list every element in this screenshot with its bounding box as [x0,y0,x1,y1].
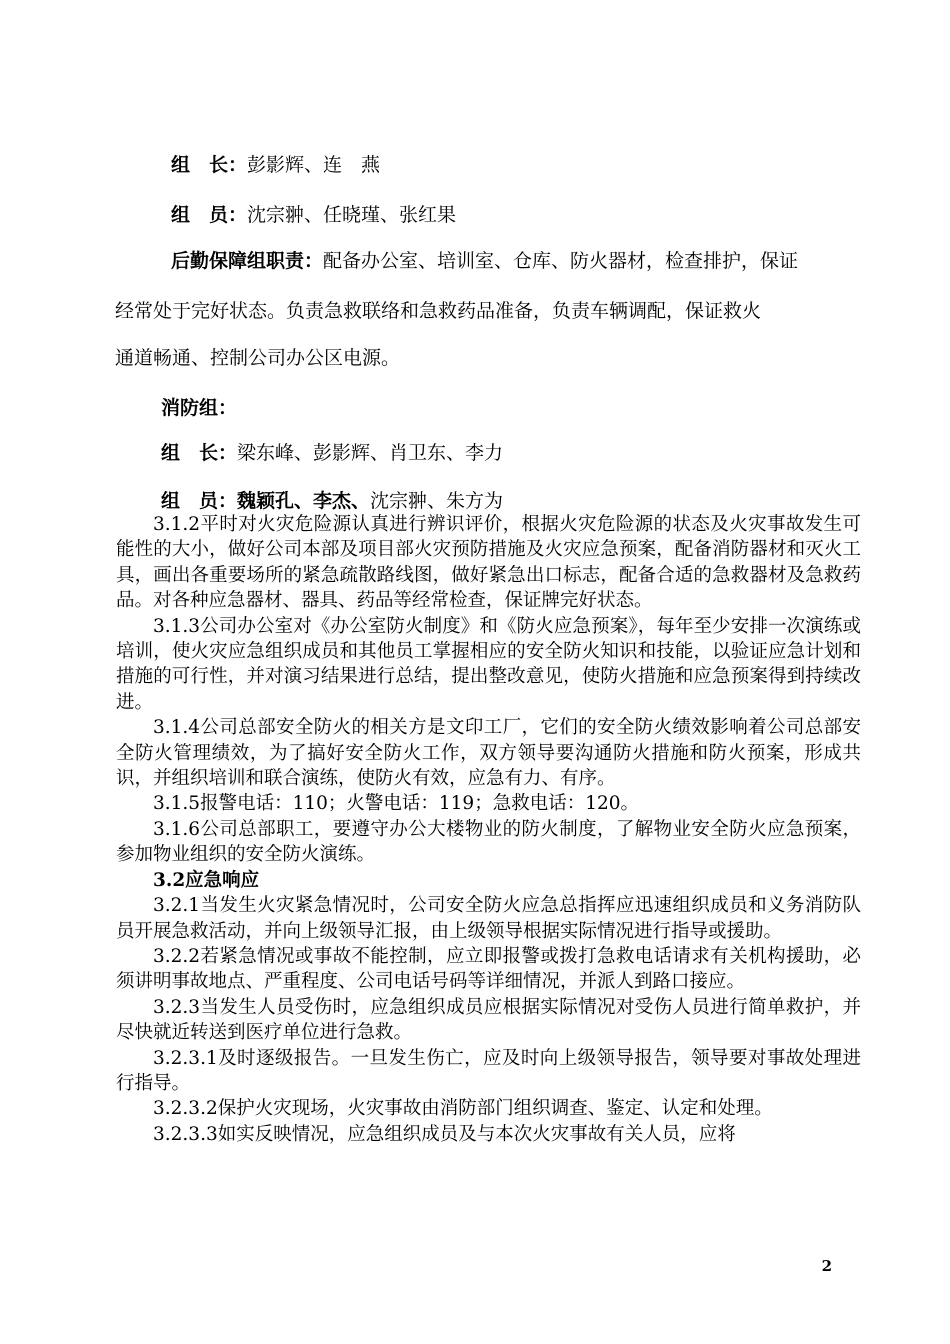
logistics-text-1: 配备办公室、培训室、仓库、防火器材，检查排护，保证 [323,250,799,272]
paragraph-3-1-2: 3.1.2平时对火灾危险源认真进行辨识评价，根据火灾危险源的状态及火灾事故发生可能性的大小，做好公司本部及项目部火灾预防措施及火灾应急预案，配备消防器材和灭火工具，画出各重要场所的紧急疏散路线图，做好紧急出口标志，配备合适的急救器材及急救药品。对各种应急器材、器具、药品等经常检查，保证牌完好状态。 [116,514,861,612]
paragraph-3-2-3: 3.2.3当发生人员受伤时，应急组织成员应根据实际情况对受伤人员进行简单救护，并尽快就近转送到医疗单位进行急救。 [116,996,861,1044]
leader-value: 彭影辉、连 燕 [247,154,381,176]
paragraph-3-2-3-2: 3.2.3.2保护火灾现场，火灾事故由消防部门组织调查、鉴定、认定和处理。 [153,1098,773,1120]
section-heading-3-2: 3.2应急响应 [153,869,260,891]
logistics-member-line [171,200,456,227]
logistics-duty-line-3: 通道畅通、控制公司办公区电源。 [115,347,401,369]
fire-group-title: 消防组： [161,397,238,419]
fire-member-value: 沈宗翀、朱方为 [370,490,504,512]
member-value: 沈宗翀、任晓瑾、张红果 [247,204,457,226]
fire-member-line [161,486,503,513]
page-number: 2 [821,1257,832,1275]
logistics-duty-line-2: 经常处于完好状态。负责急救联络和急救药品准备，负责车辆调配，保证救火 [115,300,762,322]
body-text [116,512,861,1147]
paragraph-3-2-2: 3.2.2若紧急情况或事故不能控制，应立即报警或拨打急救电话请求有关机构援助，必须讲明事故地点、严重程度、公司电话号码等详细情况，并派人到路口接应。 [116,945,861,993]
paragraph-3-1-3: 3.1.3公司办公室对《办公室防火制度》和《防火应急预案》，每年至少安排一次演练或培训，使火灾应急组织成员和其他员工掌握相应的安全防火知识和技能，以验证应急计划和措施的可行性，并对演习结果进行总结，提出整改意见，使防火措施和应急预案得到持续改进。 [116,615,861,713]
logistics-leader-line [171,150,380,177]
fire-leader-line [161,438,503,465]
paragraph-3-2-3-3: 3.2.3.3如实反映情况，应急组织成员及与本次火灾事故有关人员，应将 [153,1123,736,1145]
member-label: 组 员： [171,204,248,226]
paragraph-3-1-4: 3.1.4公司总部安全防火的相关方是文印工厂，它们的安全防火绩效影响着公司总部安全防火管理绩效，为了搞好安全防火工作，双方领导要沟通防火措施和防火预案，形成共识，并组织培训和联合演练，使防火有效，应急有力、有序。 [116,717,861,790]
paragraph-3-1-5: 3.1.5报警电话：110；火警电话：119；急救电话：120。 [153,793,640,815]
fire-leader-value: 梁东峰、彭影辉、肖卫东、李力 [237,442,504,464]
logistics-duty-line-1 [171,246,798,273]
logistics-label: 后勤保障组职责： [171,250,324,272]
paragraph-3-2-3-1: 3.2.3.1及时逐级报告。一旦发生伤亡，应及时向上级领导报告，领导要对事故处理进行指导。 [116,1047,861,1094]
fire-member-label: 组 员： [161,490,238,512]
fire-member-bold-names: 魏颖孔、李杰、 [237,490,371,512]
leader-label: 组 长： [171,154,248,176]
paragraph-3-2-1: 3.2.1当发生火灾紧急情况时，公司安全防火应急总指挥应迅速组织成员和义务消防队员开展急救活动，并向上级领导汇报，由上级领导根据实际情况进行指导或援助。 [116,895,861,942]
fire-leader-label: 组 长： [161,442,238,464]
paragraph-3-1-6: 3.1.6公司总部职工，要遵守办公大楼物业的防火制度，了解物业安全防火应急预案，参加物业组织的安全防火演练。 [116,818,861,866]
